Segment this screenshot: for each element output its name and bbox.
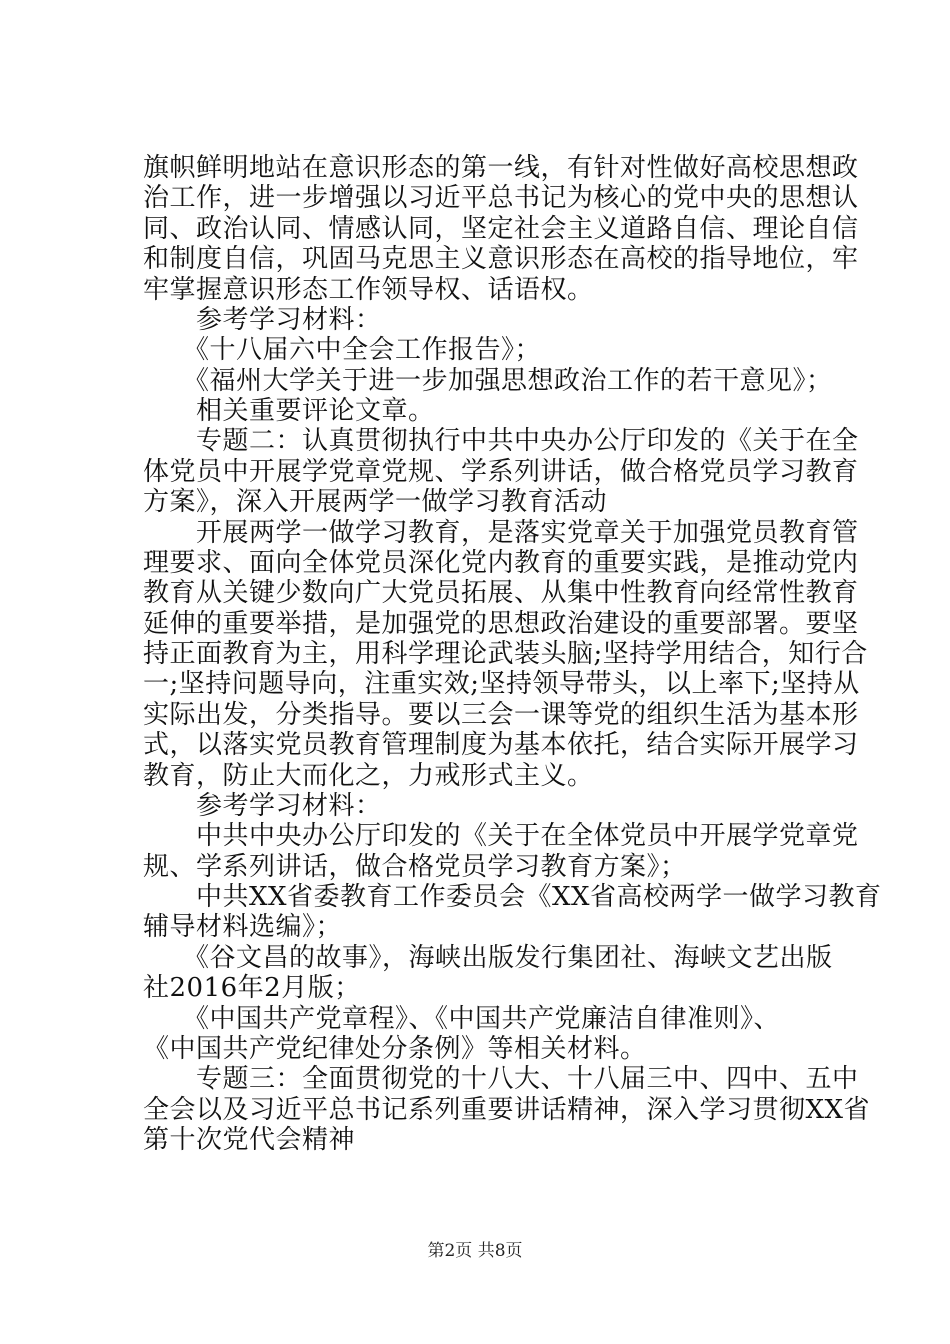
document-text-line: 延伸的重要举措，是加强党的思想政治建设的重要部署。要坚 [143,608,859,639]
document-text-line: 全会以及习近平总书记系列重要讲话精神，深入学习贯彻XX省 [143,1094,871,1125]
document-text-line: 治工作，进一步增强以习近平总书记为核心的党中央的思想认 [143,183,859,214]
document-text-line: 相关重要评论文章。 [143,396,435,426]
page-footer: 第2页 共8页 [427,1241,523,1261]
document-text-line: 持正面教育为主，用科学理论武装头脑;坚持学用结合，知行合 [143,639,868,669]
document-text-line: 实际出发，分类指导。要以三会一课等党的组织生活为基本形 [143,699,859,730]
document-text-line: 专题二：认真贯彻执行中共中央办公厅印发的《关于在全 [143,426,859,457]
document-text-line: 同、政治认同、情感认同，坚定社会主义道路自信、理论自信 [143,213,859,244]
document-text-line: 一;坚持问题导向，注重实效;坚持领导带头，以上率下;坚持从 [143,669,860,700]
document-text-line: 《中国共产党纪律处分条例》等相关材料。 [143,1033,647,1064]
document-text-line: 社2016年2月版； [143,973,361,1004]
document-text-line: 专题三：全面贯彻党的十八大、十八届三中、四中、五中 [143,1064,859,1095]
document-text-line: 《谷文昌的故事》，海峡出版发行集团社、海峡文艺出版 [143,942,833,973]
document-text-line: 开展两学一做学习教育，是落实党章关于加强党员教育管 [143,517,859,548]
document-text-line: 和制度自信，巩固马克思主义意识形态在高校的指导地位，牢 [143,244,859,275]
document-text-line: 参考学习材料： [143,790,382,821]
document-text-line: 中共中央办公厅印发的《关于在全体党员中开展学党章党 [143,821,859,852]
document-text-line: 《十八届六中全会工作报告》； [143,335,542,366]
document-text-line: 中共XX省委教育工作委员会《XX省高校两学一做学习教育 [143,882,882,912]
document-text-line: 《中国共产党章程》、《中国共产党廉洁自律准则》、 [143,1003,781,1034]
document-text-line: 旗帜鲜明地站在意识形态的第一线，有针对性做好高校思想政 [143,153,859,183]
document-text-line: 规、学系列讲话，做合格党员学习教育方案》； [143,851,687,882]
document-text-line: 方案》，深入开展两学一做学习教育活动 [143,487,608,518]
document-text-line: 参考学习材料： [143,304,382,335]
document-text-line: 牢掌握意识形态工作领导权、话语权。 [143,274,594,305]
document-text-line: 教育，防止大而化之，力戒形式主义。 [143,760,594,791]
document-text-line: 体党员中开展学党章党规、学系列讲话，做合格党员学习教育 [143,456,859,487]
document-text-line: 教育从关键少数向广大党员拓展、从集中性教育向经常性教育 [143,578,859,609]
document-text-line: 式，以落实党员教育管理制度为基本依托，结合实际开展学习 [143,730,859,761]
document-text-line: 辅导材料选编》； [143,912,343,943]
document-text-line: 第十次党代会精神 [143,1125,356,1155]
document-text-line: 《福州大学关于进一步加强思想政治工作的若干意见》； [143,365,833,396]
document-text-line: 理要求、面向全体党员深化党内教育的重要实践，是推动党内 [143,547,859,578]
